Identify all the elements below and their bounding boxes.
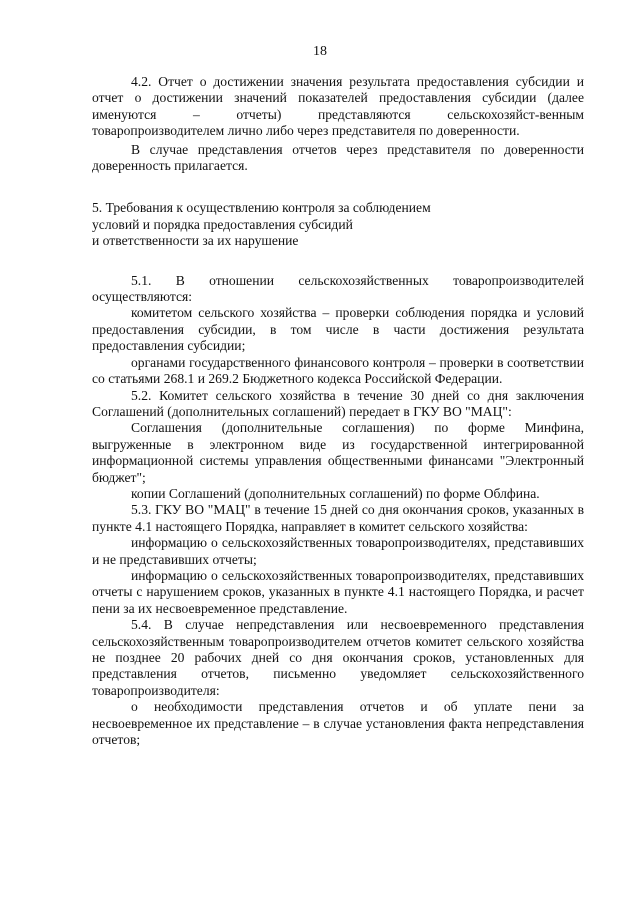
paragraph-5-2: 5.2. Комитет сельского хозяйства в течение 30 дней со дня заключения Соглашений (дополнительных соглашений) передает в ГКУ ВО "МАЦ": xyxy=(92,387,584,419)
paragraph-5-2-copies: копии Соглашений (дополнительных соглашений) по форме Облфина. xyxy=(131,485,540,501)
section-heading-line: 5. Требования к осуществлению контроля за соблюдением xyxy=(92,200,431,216)
paragraph-5-2-agreements: Соглашения (дополнительные соглашения) по форме Минфина, выгруженные в электронном виде из государственной интегрированной информационной системы управления общественными финансами "Электронный бюджет"; xyxy=(92,420,584,485)
paragraph-5-4-notice: о необходимости представления отчетов и об уплате пени за несвоевременное их представление – в случае установления факта непредставления отчетов; xyxy=(92,699,584,748)
paragraph-5-3-info-late: информацию о сельскохозяйственных товаропроизводителях, представивших отчеты с нарушением сроков, указанных в пункте 4.1 настоящего Порядка, и расчет пени за их несвоевременное представление. xyxy=(92,567,584,616)
document-body xyxy=(92,74,584,748)
page-number: 18 xyxy=(313,44,327,59)
paragraph-5-3-info-submitted: информацию о сельскохозяйственных товаропроизводителях, представивших и не представивших отчеты; xyxy=(92,535,584,567)
section-5-heading xyxy=(92,200,584,249)
paragraph-5-1: 5.1. В отношении сельскохозяйственных товаропроизводителей осуществляются: xyxy=(92,272,584,305)
paragraph-5-3: 5.3. ГКУ ВО "МАЦ" в течение 15 дней со дня окончания сроков, указанных в пункте 4.1 настоящего Порядка, направляет в комитет сельского хозяйства: xyxy=(92,502,584,534)
paragraph-5-1-control-bodies: органами государственного финансового контроля – проверки в соответствии со статьями 268.1 и 269.2 Бюджетного кодекса Российской Федерации. xyxy=(92,354,584,387)
paragraph-4-2: 4.2. Отчет о достижении значения результата предоставления субсидии и отчет о достижении значений показателей предоставления субсидии (далее именуются – отчеты) представляются сельскохозяйст-венным товаропроизводителем лично либо через представителя по доверенности. xyxy=(92,74,584,139)
section-heading-line: условий и порядка предоставления субсидий xyxy=(92,216,353,232)
paragraph-5-4: 5.4. В случае непредставления или несвоевременного представления сельскохозяйственным товаропроизводителем отчетов комитет сельского хозяйства не позднее 20 рабочих дней со дня окончания сроков, установленных для представления отчетов, письменно уведомляет сельскохозяйственного товаропроизводителя: xyxy=(92,617,584,698)
section-heading-line: и ответственности за их нарушение xyxy=(92,233,299,249)
paragraph-4-2-proxy: В случае представления отчетов через представителя по доверенности доверенность прилагается. xyxy=(92,141,584,174)
paragraph-5-1-committee: комитетом сельского хозяйства – проверки соблюдения порядка и условий предоставления субсидии, в том числе в части достижения результата предоставления субсидии; xyxy=(92,305,584,354)
